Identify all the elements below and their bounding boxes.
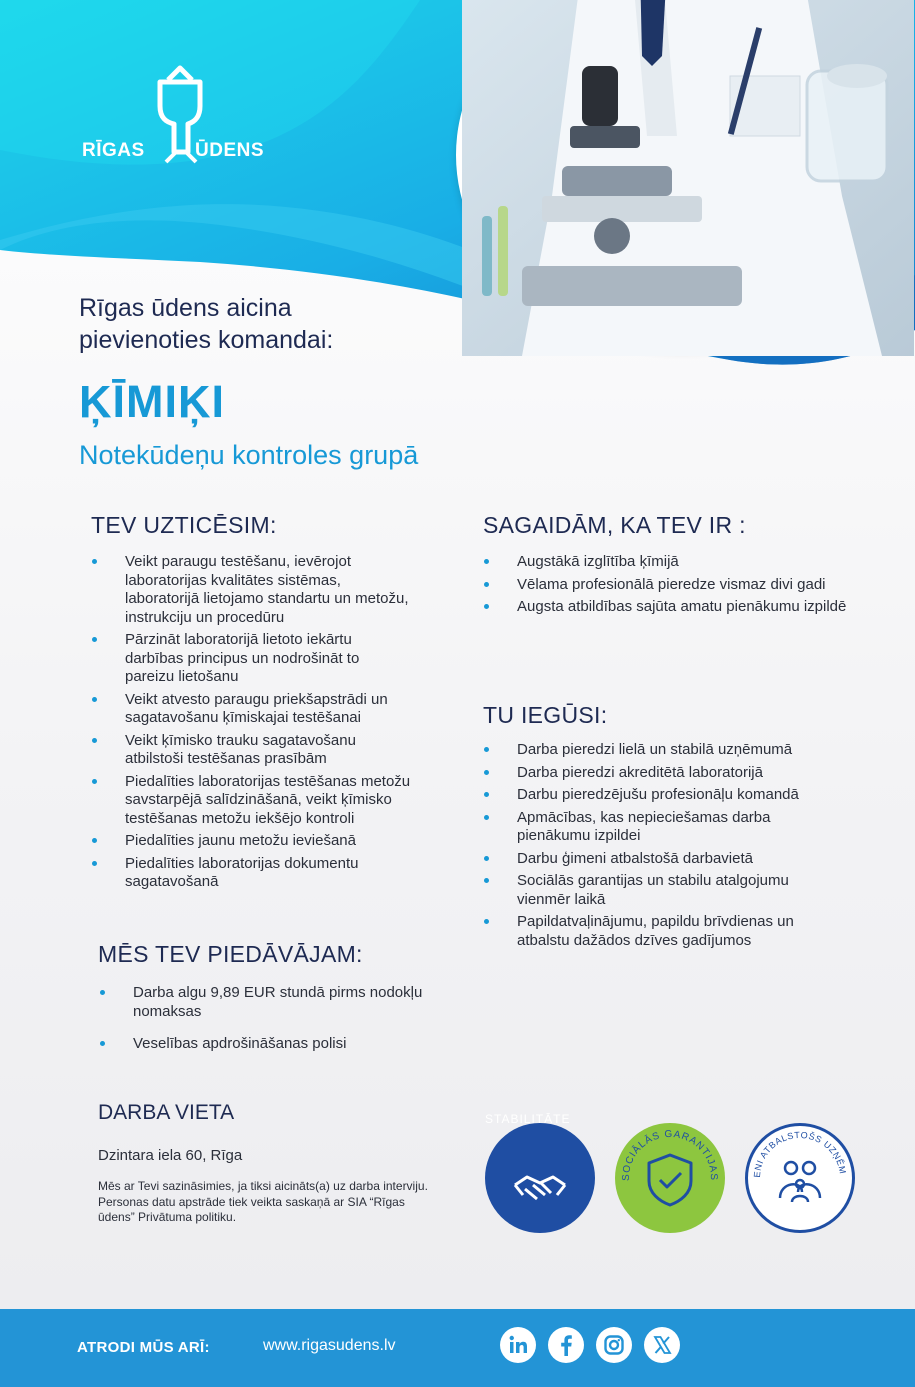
list-item: Vēlama profesionālā pieredze vismaz divi gadi — [484, 576, 859, 595]
list-item: Darba algu 9,89 EUR stundā pirms nodokļu nomaksas — [100, 984, 470, 1021]
instagram-icon[interactable] — [596, 1327, 632, 1363]
workplace-heading: DARBA VIETA — [98, 1101, 235, 1124]
list-item: Apmācības, kas nepieciešamas darba pienākumu izpildei — [484, 809, 829, 846]
list-item: Piedalīties jaunu metožu ieviešanā — [92, 832, 412, 851]
offer-list — [100, 984, 470, 1058]
requirements-heading: SAGAIDĀM, KA TEV IR : — [483, 512, 746, 538]
duties-heading: TEV UZTICĒSIM: — [91, 512, 277, 538]
benefits-list — [484, 741, 829, 954]
family-badge-label: ENI ATBALSTOŠS UZŅĒM — [751, 1129, 848, 1178]
find-us-label: ATRODI MŪS ARĪ: — [77, 1339, 210, 1356]
workplace-address: Dzintara iela 60, Rīga — [98, 1147, 243, 1164]
list-item: Sociālās garantijas un stabilu atalgojumu vienmēr laikā — [484, 872, 829, 909]
list-item: Augstākā izglītība ķīmijā — [484, 553, 859, 572]
bullet-icon — [484, 878, 489, 883]
bullet-icon — [484, 582, 489, 587]
rigas-udens-logo[interactable] — [82, 66, 282, 166]
bullet-icon — [92, 697, 97, 702]
bullet-icon — [92, 779, 97, 784]
job-subtitle: Notekūdeņu kontroles grupā — [79, 440, 419, 470]
bullet-icon — [92, 637, 97, 642]
social-badge-label: SOCIĀLĀS GARANTIJAS — [620, 1128, 720, 1182]
list-item: Veikt ķīmisko trauku sagatavošanu atbilstoši testēšanas prasībām — [92, 732, 412, 769]
stability-badge-label: STABILITĀTE — [485, 1112, 571, 1126]
footer — [0, 1309, 915, 1387]
bullet-icon — [92, 559, 97, 564]
list-item: Darba pieredzi lielā un stabilā uzņēmumā — [484, 741, 829, 760]
intro-line-2: pievienoties komandai: — [79, 326, 334, 354]
logo-text-right: ŪDENS — [195, 140, 265, 161]
handshake-icon — [515, 1177, 565, 1199]
lab-illustration — [462, 0, 914, 356]
list-item: Darbu pieredzējušu profesionāļu komandā — [484, 786, 829, 805]
family-icon — [780, 1162, 820, 1202]
list-item: Pārzināt laboratorijā lietoto iekārtu darbības principus un nodrošināt to pareizu lietošanu — [92, 631, 412, 687]
lab-scientist-photo — [456, 0, 908, 350]
facebook-icon[interactable] — [548, 1327, 584, 1363]
list-item: Augsta atbildības sajūta amatu pienākumu izpildē — [484, 598, 859, 617]
website-link[interactable]: www.rigasudens.lv — [263, 1337, 396, 1354]
stability-badge — [485, 1112, 595, 1233]
bullet-icon — [484, 856, 489, 861]
list-item: Darbu ģimeni atbalstošā darbavietā — [484, 850, 829, 869]
privacy-note: Personas datu apstrāde tiek veikta saskaņā ar SIA “Rīgas ūdens” Privātuma politiku. — [98, 1194, 405, 1224]
list-item: Veikt paraugu testēšanu, ievērojot laboratorijas kvalitātes sistēmas, laboratorijā lietojamo standartu un metožu, instrukciju un procedūru — [92, 553, 412, 627]
logo-text-left: RĪGAS — [82, 140, 145, 161]
list-item: Papildatvaļinājumu, papildu brīvdienas un atbalstu dažādos dzīves gadījumos — [484, 913, 829, 950]
bullet-icon — [92, 861, 97, 866]
list-item: Piedalīties laboratorijas testēšanas metožu savstarpējā salīdzināšanā, veikt ķīmisko testēšanas metožu iekšējo kontroli — [92, 773, 412, 829]
bullet-icon — [484, 919, 489, 924]
list-item: Veikt atvesto paraugu priekšapstrādi un sagatavošanu ķīmiskajai testēšanai — [92, 691, 412, 728]
bullet-icon — [484, 770, 489, 775]
benefits-heading: TU IEGŪSI: — [483, 702, 608, 728]
bullet-icon — [100, 1041, 105, 1046]
social-guarantees-badge — [615, 1123, 725, 1233]
bullet-icon — [92, 838, 97, 843]
requirements-list — [484, 553, 859, 621]
list-item: Veselības apdrošināšanas polisi — [100, 1035, 470, 1054]
family-friendly-badge — [745, 1123, 855, 1233]
x-icon[interactable] — [644, 1327, 680, 1363]
list-item: Piedalīties laboratorijas dokumentu sagatavošanā — [92, 855, 412, 892]
contact-note-line-1: Mēs ar Tevi sazināsimies, ja tiksi aicināts(a) uz darba interviju. — [98, 1179, 428, 1193]
bullet-icon — [484, 815, 489, 820]
intro-line-1: Rīgas ūdens aicina — [79, 294, 292, 322]
intro-heading — [79, 292, 333, 356]
bullet-icon — [484, 559, 489, 564]
linkedin-icon[interactable] — [500, 1327, 536, 1363]
duties-list — [92, 553, 412, 896]
list-item: Darba pieredzi akreditētā laboratorijā — [484, 764, 829, 783]
bullet-icon — [484, 792, 489, 797]
bullet-icon — [92, 738, 97, 743]
shield-check-icon — [649, 1155, 691, 1205]
bullet-icon — [484, 604, 489, 609]
bullet-icon — [100, 990, 105, 995]
offer-heading: MĒS TEV PIEDĀVĀJAM: — [98, 941, 363, 967]
job-title: ĶĪMIĶI — [79, 376, 225, 427]
contact-note — [98, 1179, 428, 1226]
bullet-icon — [484, 747, 489, 752]
